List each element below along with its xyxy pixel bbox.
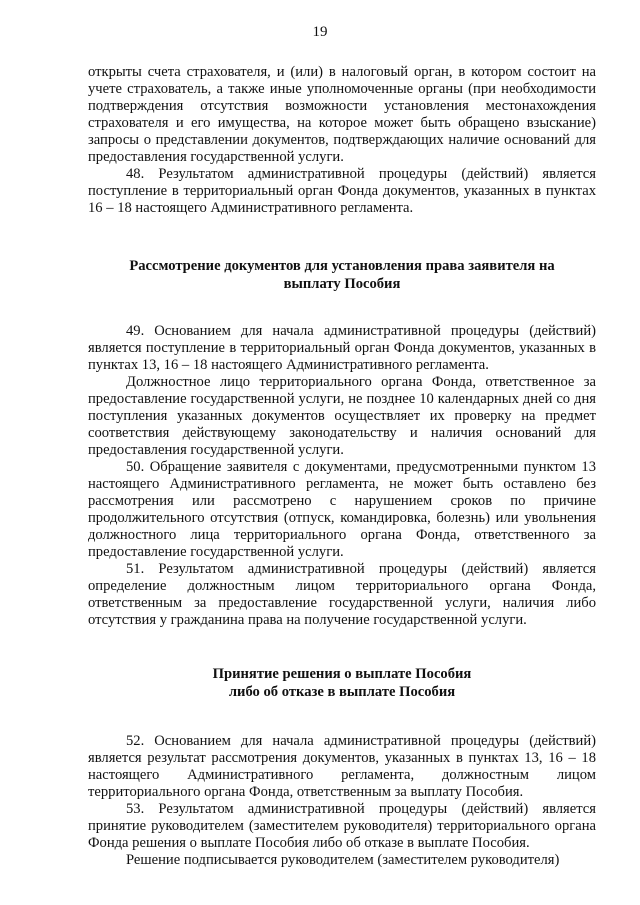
section-heading-review-line2: выплату Пособия — [283, 276, 401, 292]
paragraph-49-continued: Должностное лицо территориального органа Фонда, ответственное за предоставление государственной услуги, не позднее 10 календарных дней со дня поступления указанных документов осуществляет их проверку на предмет соответствия действующему законодательству и наличия оснований для предоставления государственной услуги. — [88, 374, 596, 458]
page-content — [88, 64, 596, 869]
paragraph-53: 53. Результатом административной процедуры (действий) является принятие руководителем (заместителем руководителя) территориального органа Фонда решения о выплате Пособия либо об отказе в выплате Пособия. — [88, 801, 596, 851]
intro-paragraph: открыты счета страхователя, и (или) в налоговый орган, в котором состоит на учете страхователь, а также иные уполномоченные органы (при необходимости подтверждения отсутствия возможности установления местонахождения страхователя и его имущества, на которое может быть обращено взыскание) запросы о представлении документов, подтверждающих наличие оснований для предоставления государственной услуги. — [88, 64, 596, 165]
section-heading-review-line1: Рассмотрение документов для установления права заявителя на — [129, 258, 555, 274]
section-heading-decision-line2: либо об отказе в выплате Пособия — [228, 684, 456, 700]
paragraph-53-continued: Решение подписывается руководителем (заместителем руководителя) — [126, 852, 560, 868]
paragraph-48: 48. Результатом административной процедуры (действий) является поступление в территориальный орган Фонда документов, указанных в пунктах 16 – 18 настоящего Административного регламента. — [88, 166, 596, 216]
section-heading-decision — [88, 665, 596, 701]
page-number: 19 — [312, 24, 328, 40]
section-heading-decision-line1: Принятие решения о выплате Пособия — [212, 666, 472, 682]
section-heading-review — [88, 257, 596, 293]
paragraph-50: 50. Обращение заявителя с документами, предусмотренными пунктом 13 настоящего Административного регламента, не может быть оставлено без рассмотрения или рассмотрено с нарушением сроков по причине продолжительного отсутствия (отпуск, командировка, болезнь) или увольнения должностного лица территориального органа Фонда, ответственного за предоставление государственной услуги. — [88, 459, 596, 560]
paragraph-52: 52. Основанием для начала административной процедуры (действий) является результат рассмотрения документов, указанных в пунктах 13, 16 – 18 настоящего Административного регламента, должностным лицом территориального органа Фонда, ответственным за выплату Пособия. — [88, 733, 596, 800]
paragraph-51: 51. Результатом административной процедуры (действий) является определение должностным лицом территориального органа Фонда, ответственным за предоставление государственной услуги, наличия либо отсутствия у гражданина права на получение государственной услуги. — [88, 561, 596, 628]
paragraph-49: 49. Основанием для начала административной процедуры (действий) является поступление в территориальный орган Фонда документов, указанных в пунктах 13, 16 – 18 настоящего Административного регламента. — [88, 323, 596, 373]
